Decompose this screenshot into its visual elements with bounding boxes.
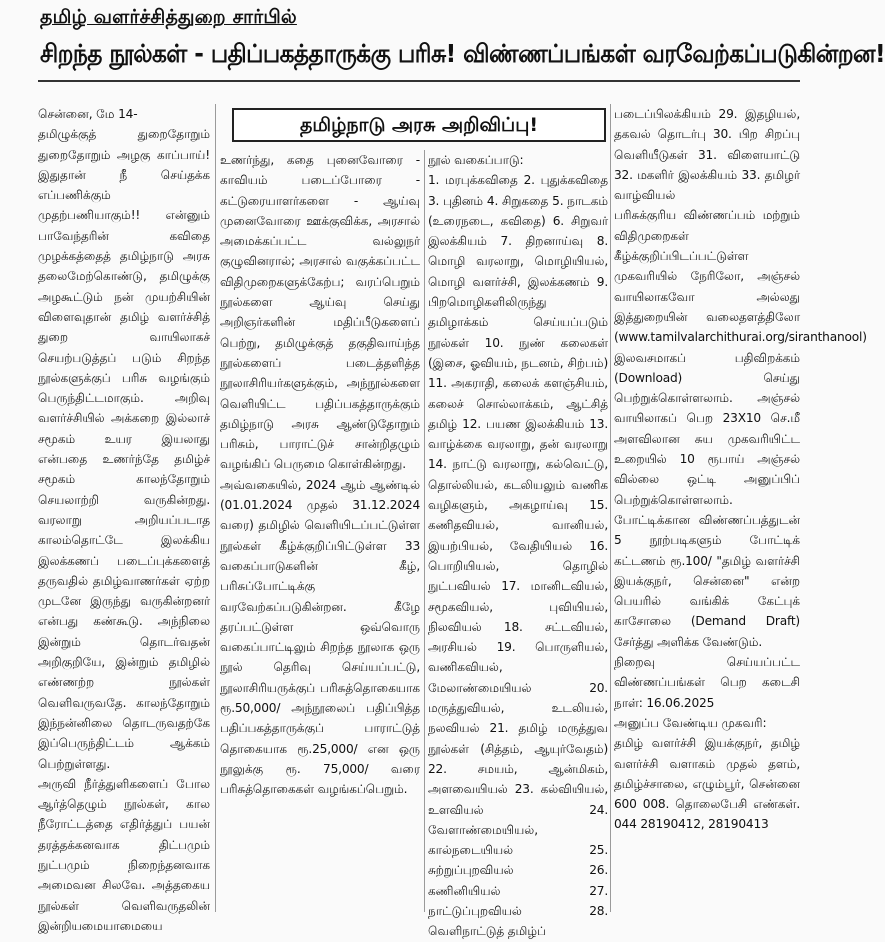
article-column-4: படைப்பிலக்கியம் 29. இதழியல், தகவல் தொடர்பு 30. பிற சிறப்பு வெளியீடுகள் 31. விளையாட்டு 32. மகளிர் இலக்கியம் 33. தமிழர் வாழ்வியல் பரிசுக்குரிய விண்ணப்பம் மற்றும் விதிமுறைகள் கீழ்க்குறிப்பிடப்பட்டுள்ள முகவரியில் நேரிலோ, அஞ்சல் வாயிலாகவோ அல்லது இத்துறையின் வலைதளத்திலோ (www.tamilvalarchithurai.org/siranthanool) இலவசமாகப் பதிவிறக்கம் (Download) செய்து பெற்றுக்கொள்ளலாம். அஞ்சல் வாயிலாகப் பெற 23X10 செ.மீ அளவிலான சுய முகவரியிட்ட உறையில் 10 ரூபாய் அஞ்சல் வில்லை ஒட்டி அனுப்பிப் பெற்றுக்கொள்ளலாம். போட்டிக்கான விண்ணப்பத்துடன் 5 நூற்படிகளும் போட்டிக் கட்டணம் ரூ.100/ "தமிழ் வளர்ச்சி இயக்குநர், சென்னை" என்ற பெயரில் வங்கிக் கேட்புக் காசோலை (Demand Draft) சேர்த்து அளிக்க வேண்டும். நிறைவு செய்யப்பட்ட விண்ணப்பங்கள் பெற கடைசி நாள்: 16.06.2025 அனுப்ப வேண்டிய முகவரி: தமிழ் வளர்ச்சி இயக்குநர், தமிழ் வளர்ச்சி வளாகம் முதல் தளம், தமிழ்ச்சாலை, எழும்பூர், சென்னை 600 008. தொலைபேசி எண்கள். 044 28190412, 28190413 — [614, 107, 867, 832]
column-divider — [610, 104, 611, 912]
section-kicker: தமிழ் வளர்ச்சித்துறை சார்பில் — [40, 6, 297, 28]
notice-box: தமிழ்நாடு அரசு அறிவிப்பு! — [232, 108, 606, 142]
column-divider — [424, 150, 425, 912]
headline-rule — [38, 80, 800, 82]
article-column-1: சென்னை, மே 14- தமிழுக்குத் துறைதோறும் துறைதோறும் அழகு காப்பாய்! இதுதான் நீ செய்தக்க எப்பணிக்கும் முதற்பணியாகும்!! என்னும் பாவேந்தரின் கவிதை முழக்கத்தைத் தமிழ்நாடு அரசு தலைமேற்கொண்டு, தமிழுக்கு அழகூட்டும் நன் முயற்சியின் விளைவுதான் தமிழ் வளர்ச்சித் துறை வாயிலாகச் செயற்படுத்தப் படும் சிறந்த நூல்களுக்குப் பரிசு வழங்கும் பெருந்திட்டமாகும். அறிவு வளர்ச்சியில் அக்கறை இல்லாச் சமூகம் உயர இயலாது என்பதை உணர்ந்தே தமிழ்ச் சமூகம் காலந்தோறும் செயலாற்றி வருகின்றது. வரலாறு அறியப்படாத காலம்தொட்டே இலக்கிய இலக்கணப் படைப்புக்களைத் தருவதில் தமிழ்வாணர்கள் ஏற்ற முடனே இருந்து வருகின்றனர் என்பது கண்கூடு. அந்நிலை இன்றும் தொடர்வதன் அறிகுறியே, இன்றும் தமிழில் எண்ணற்ற நூல்கள் வெளிவருவதே. காலந்தோறும் இந்நன்னிலை தொடருவதற்கே இப்பெருந்திட்டம் ஆக்கம் பெற்றுள்ளது. அருவி நீர்த்துளிகளைப் போல ஆர்த்தெழும் நூல்கள், கால நீரோட்டத்தை எதிர்த்துப் பயன் தரத்தக்கனவாக திட்பமும் நுட்பமும் நிறைந்தனவாக அமைவன சிலவே. அத்தகைய நூல்கள் வெளிவருதலின் இன்றியமையாமையை — [38, 107, 210, 933]
article-column-3: நூல் வகைப்பாடு: 1. மரபுக்கவிதை 2. புதுக்கவிதை 3. புதினம் 4. சிறுகதை 5. நாடகம் (உரைநடை, கவிதை) 6. சிறுவர் இலக்கியம் 7. திறனாய்வு 8. மொழி வரலாறு, மொழியியல், மொழி வளர்ச்சி, இலக்கணம் 9. பிறமொழிகளிலிருந்து தமிழாக்கம் செய்யப்படும் நூல்கள் 10. நுண் கலைகள் (இசை, ஓவியம், நடனம், சிற்பம்) 11. அகராதி, கலைக் களஞ்சியம், கலைச் சொல்லாக்கம், ஆட்சித் தமிழ் 12. பயண இலக்கியம் 13. வாழ்க்கை வரலாறு, தன் வரலாறு 14. நாட்டு வரலாறு, கல்வெட்டு, தொல்லியல், கடலியலும் வணிக வழிகளும், அகழாய்வு 15. கணிதவியல், வானியல், இயற்பியல், வேதியியல் 16. பொறியியல், தொழில் நுட்பவியல் 17. மானிடவியல், சமூகவியல், புவியியல், நிலவியல் 18. சட்டவியல், அரசியல் 19. பொருளியல், வணிகவியல், மேலாண்மையியல் 20. மருத்துவியல், உடலியல், நலவியல் 21. தமிழ் மருத்துவ நூல்கள் (சித்தம், ஆயுர்வேதம்) 22. சமயம், ஆன்மிகம், அளவையியல் 23. கல்வியியல், உளவியல் 24. வேளாண்மையியல், கால்நடையியல் 25. சுற்றுப்புறவியல் 26. கணினியியல் 27. நாட்டுப்புறவியல் 28. வெளிநாட்டுத் தமிழ்ப் — [428, 153, 608, 939]
column-divider — [215, 104, 216, 912]
headline: சிறந்த நூல்கள் - பதிப்பகத்தாருக்கு பரிசு! விண்ணப்பங்கள் வரவேற்கப்படுகின்றன! — [40, 39, 885, 68]
article-column-2: உணர்ந்து, கதை புனைவோரை - காவியம் படைப்போரை - கட்டுரையாளர்களை - ஆய்வு முனைவோரை ஊக்குவிக்க, அரசால் அமைக்கப்பட்ட வல்லுநர் குழுவினரால்; அரசால் வகுக்கப்பட்ட விதிமுறைகளுக்கேற்ப; வரப்பெறும் நூல்களை ஆய்வு செய்து அறிஞர்களின் மதிப்பீடுகளைப் பெற்று, தமிழுக்குத் தகுதிவாய்ந்த நூல்களைப் படைத்தளித்த நூலாசிரியர்களுக்கும், அந்நூல்களை வெளியிட்ட பதிப்பகத்தாருக்கும் தமிழ்நாடு அரசு ஆண்டுதோறும் பரிசும், பாராட்டுச் சான்றிதழும் வழங்கிப் பெருமை கொள்கின்றது. அவ்வகையில், 2024 ஆம் ஆண்டில் (01.01.2024 முதல் 31.12.2024 வரை) தமிழில் வெளியிடப்பட்டுள்ள நூல்கள் கீழ்க்குறிப்பிட்டுள்ள 33 வகைப்பாடுகளின் கீழ், பரிசுப்போட்டிக்கு வரவேற்கப்படுகின்றன. கீழே தரப்பட்டுள்ள ஒவ்வொரு வகைப்பாட்டிலும் சிறந்த நூலாக ஒரு நூல் தெரிவு செய்யப்பட்டு, நூலாசிரியருக்குப் பரிசுத்தொகையாக ரூ.50,000/ அந்நூலைப் பதிப்பித்த பதிப்பகத்தாருக்குப் பாராட்டுத் தொகையாக ரூ.25,000/ என ஒரு நூலுக்கு ரூ. 75,000/ வரை பரிசுத்தொகைகள் வழங்கப்பெறும். — [220, 153, 420, 797]
